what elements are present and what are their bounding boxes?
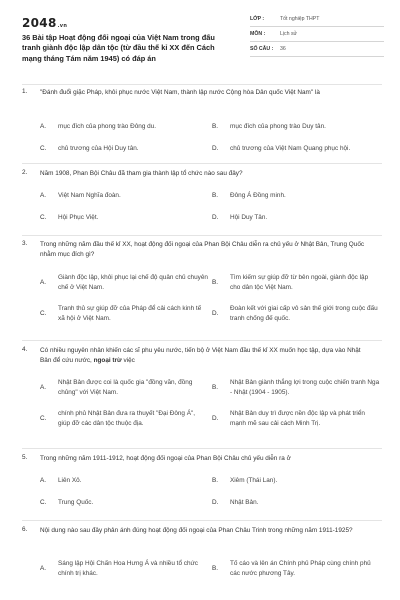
option-letter: D. bbox=[212, 145, 219, 152]
option-text: Tranh thủ sự giúp đỡ của Pháp để cải cách kinh tế xã hội ở Việt Nam. bbox=[58, 305, 202, 322]
option-letter: C. bbox=[40, 214, 47, 221]
option-text: Nhật Bản giành thắng lợi trong cuộc chiến tranh Nga - Nhật (1904 - 1905). bbox=[230, 379, 380, 396]
option-text: chính phủ Nhật Bản đưa ra thuyết "Đại Đông Á", giúp đỡ các dân tộc thuộc địa. bbox=[58, 410, 196, 427]
option-letter: A. bbox=[40, 565, 47, 572]
question-number: 3. bbox=[22, 240, 28, 247]
option-letter: D. bbox=[212, 499, 219, 506]
meta-value: 36 bbox=[280, 46, 286, 52]
option-letter: A. bbox=[40, 384, 47, 391]
option-text: chủ trương của Việt Nam Quang phục hội. bbox=[230, 145, 351, 152]
option-text: Tố cáo và lên án Chính phủ Pháp cùng chính phủ các nước phương Tây. bbox=[230, 560, 371, 577]
option-text: Đông Á Đồng minh. bbox=[230, 192, 286, 199]
option-text: Hội Phục Việt. bbox=[58, 214, 99, 221]
question-text bbox=[40, 346, 370, 367]
option-letter: D. bbox=[212, 214, 219, 221]
question-text: Năm 1908, Phan Bội Châu đã tham gia thành lập tổ chức nào sau đây? bbox=[40, 170, 243, 177]
option-text: Nhật Bản duy trì được nền độc lập và phát triển mạnh mẽ sau cải cách Minh Trị. bbox=[230, 410, 365, 427]
option-text: Việt Nam Nghĩa đoàn. bbox=[58, 192, 121, 199]
option-letter: B. bbox=[212, 477, 219, 484]
option-text: Hội Duy Tân. bbox=[230, 214, 268, 221]
meta-key: MÔN : bbox=[250, 31, 266, 37]
option-text: Trung Quốc. bbox=[58, 499, 94, 506]
option-text: Xiêm (Thái Lan). bbox=[230, 477, 278, 484]
option-letter: A. bbox=[40, 477, 47, 484]
question-text: Nội dung nào sau đây phản ánh đúng hoạt động đối ngoại của Phan Châu Trinh trong những năm 1911-1925? bbox=[40, 527, 353, 534]
question-number: 4. bbox=[22, 346, 28, 353]
option-letter: C. bbox=[40, 310, 47, 317]
meta-value: Tốt nghiệp THPT bbox=[280, 16, 320, 22]
option-letter: B. bbox=[212, 192, 219, 199]
meta-row-class bbox=[250, 12, 384, 27]
logo-suffix: .vn bbox=[57, 23, 68, 29]
option-text: Đoàn kết với giai cấp vô sản thế giới trong cuộc đấu tranh chống đế quốc. bbox=[230, 305, 378, 322]
divider bbox=[22, 84, 382, 85]
option-text: Tìm kiếm sự giúp đỡ từ bên ngoài, giành độc lập cho dân tộc Việt Nam. bbox=[230, 274, 369, 291]
meta-row-subject bbox=[250, 27, 384, 42]
site-logo[interactable] bbox=[22, 16, 67, 30]
option-letter: C. bbox=[40, 499, 47, 506]
divider bbox=[22, 448, 382, 449]
divider bbox=[22, 340, 382, 341]
meta-row-count bbox=[250, 42, 384, 57]
option-text: Giành độc lập, khôi phục lại chế độ quân chủ chuyên chế ở Việt Nam. bbox=[58, 274, 208, 291]
option-text: Nhật Bản được coi là quốc gia "đồng văn, đồng chủng" với Việt Nam. bbox=[58, 379, 193, 396]
meta-value: Lịch sử bbox=[280, 31, 298, 37]
option-letter: B. bbox=[212, 384, 219, 391]
option-letter: D. bbox=[212, 415, 219, 422]
option-letter: A. bbox=[40, 279, 47, 286]
logo-text: 2048 bbox=[22, 16, 57, 30]
question-text: Trong những năm 1911-1912, hoạt động đối ngoại của Phan Bội Châu chủ yếu diễn ra ở bbox=[40, 455, 291, 462]
option-letter: A. bbox=[40, 192, 47, 199]
question-number: 5. bbox=[22, 454, 28, 461]
option-letter: A. bbox=[40, 123, 47, 130]
question-text-pre: Có nhiều nguyên nhân khiến các sĩ phu yêu nước, tiến bộ ở Việt Nam đầu thế kỉ XX muốn học tập, dựa vào Nhật Bản để cứu nước, bbox=[40, 347, 361, 365]
question-text: Trong những năm đầu thế kỉ XX, hoạt động đối ngoại của Phan Bội Châu diễn ra chủ yếu ở Nhật Bản, Trung Quốc nhằm mục đích gì? bbox=[40, 241, 365, 259]
divider bbox=[22, 163, 382, 164]
option-letter: B. bbox=[212, 123, 219, 130]
meta-key: LỚP : bbox=[250, 16, 265, 22]
option-letter: B. bbox=[212, 565, 219, 572]
option-text: Nhật Bản. bbox=[230, 499, 259, 506]
divider bbox=[22, 235, 382, 236]
option-text: chủ trương của Hội Duy tân. bbox=[58, 145, 139, 152]
question-text-post: việc bbox=[121, 357, 135, 365]
option-text: Liên Xô. bbox=[58, 477, 82, 484]
option-text: mục đích của phong trào Duy tân. bbox=[230, 123, 326, 130]
option-letter: D. bbox=[212, 310, 219, 317]
divider bbox=[22, 520, 382, 521]
option-text: mục đích của phong trào Đông du. bbox=[58, 123, 157, 130]
option-letter: C. bbox=[40, 415, 47, 422]
option-letter: B. bbox=[212, 279, 219, 286]
meta-key: SỐ CÂU : bbox=[250, 46, 274, 52]
meta-info bbox=[250, 12, 384, 57]
question-text: "Đánh đuổi giặc Pháp, khôi phục nước Việt Nam, thành lập nước Cộng hòa Dân quốc Việt Nam" là bbox=[40, 89, 320, 96]
option-text: Sáng lập Hội Chấn Hoa Hưng Á và nhiều tổ chức chính trị khác. bbox=[58, 560, 199, 577]
question-number: 2. bbox=[22, 169, 28, 176]
question-number: 1. bbox=[22, 88, 28, 95]
option-letter: C. bbox=[40, 145, 47, 152]
page-title: 36 Bài tập Hoạt động đối ngoại của Việt Nam trong đấu tranh giành độc lập dân tộc (từ đầu thế kỉ XX đến Cách mạng tháng Tám năm 1945) có đáp án bbox=[22, 33, 215, 63]
question-text-emphasis: ngoại trừ bbox=[93, 357, 122, 365]
document-header bbox=[22, 12, 382, 82]
question-number: 6. bbox=[22, 526, 28, 533]
